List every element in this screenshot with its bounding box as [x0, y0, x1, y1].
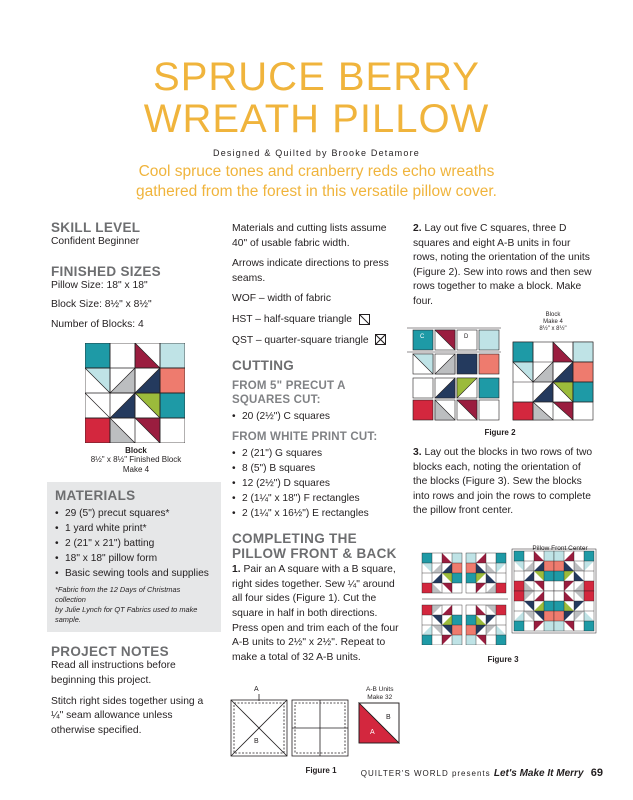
list-item: • 12 (2½") D squares [232, 476, 408, 491]
materials-note-line-2: by Julie Lynch for QT Fabrics used to make sample. [55, 605, 198, 625]
title-line-2: WREATH PILLOW [143, 97, 490, 141]
step-2-number: 2. [413, 223, 422, 234]
figure-2-caption: Figure 2 [484, 428, 516, 437]
list-item: • 20 (2½") C squares [232, 409, 408, 424]
list-item: • 29 (5") precut squares* [55, 506, 213, 521]
project-notes-p1: Read all instructions before beginning this project. [51, 660, 176, 686]
precut-heading-line-1: FROM 5" PRECUT A [232, 380, 346, 393]
figure-1 [226, 686, 416, 775]
block-diagram [85, 343, 185, 443]
step-1-text: Pair an A square with a B square, right sides together. Sew ¼" around all four sides (Figure 1). Cut the square in half in both directions. Press open and trim each of the four A-B units to 2½" x 2½". Repeat to make a total of 32 A-B units. [232, 564, 399, 663]
block-caption-size: 8½" x 8½" Finished Block [90, 455, 182, 465]
completing-heading [232, 531, 408, 561]
skill-level-heading: SKILL LEVEL [51, 220, 141, 235]
intro-arrows: Arrows indicate directions to press seams. [232, 258, 389, 284]
intro-qst [232, 334, 408, 349]
figure-1-caption: Figure 1 [305, 766, 337, 775]
figure-2-block-line-1: Block [545, 312, 561, 318]
page-number: 69 [590, 767, 603, 779]
block-caption-title: Block [125, 446, 147, 456]
precut-list [232, 409, 408, 424]
figure-2-block-line-3: 8½" x 8½" [539, 326, 567, 332]
figure-2-block-line-2: Make 4 [543, 319, 563, 325]
figure-1-unit-a: A [370, 729, 375, 736]
footer-magazine: QUILTER'S WORLD presents [360, 769, 491, 778]
figure-1-units-line-2: Make 32 [367, 693, 393, 701]
materials-note [55, 585, 213, 625]
project-notes-heading: PROJECT NOTES [51, 644, 169, 660]
figure-3-label: Pillow Front Center [532, 545, 588, 552]
tagline [100, 162, 533, 202]
block-caption-make: Make 4 [122, 464, 150, 474]
middle-column [232, 222, 408, 665]
materials-heading: MATERIALS [55, 488, 136, 504]
list-item: • 2 (1¼" x 18") F rectangles [232, 491, 408, 506]
pillow-size: Pillow Size: 18" x 18" [51, 279, 148, 291]
skill-level-value: Confident Beginner [51, 236, 140, 247]
cutting-heading: CUTTING [232, 358, 295, 374]
block-size: Block Size: 8½" x 8½" [51, 299, 152, 311]
step-1-number: 1. [232, 564, 241, 576]
step-2 [413, 222, 593, 310]
list-item: • 2 (21" x 21") batting [55, 536, 213, 551]
page-footer [361, 767, 603, 779]
figure-1-label-b: B [254, 738, 259, 745]
page-title [0, 56, 633, 140]
tagline-line-2: gathered from the forest in this versatile pillow cover. [136, 183, 497, 200]
step-3-number: 3. [413, 447, 422, 458]
list-item: • 8 (5") B squares [232, 461, 408, 476]
intro-fabric-width: Materials and cutting lists assume 40" of usable fabric width. [232, 223, 387, 249]
precut-heading [232, 379, 408, 407]
figure-2-label-d: D [464, 334, 469, 340]
figure-2 [405, 312, 605, 437]
step-1 [232, 563, 406, 665]
figure-1-unit-b: B [386, 714, 391, 721]
materials-list [55, 506, 213, 581]
finished-sizes-heading: FINISHED SIZES [51, 263, 161, 279]
footer-book: Let's Make It Merry [493, 768, 584, 779]
figure-1-units-line-1: A-B Units [366, 686, 394, 693]
list-item: • 18" x 18" pillow form [55, 551, 213, 566]
figure-3-diagram [418, 545, 598, 645]
right-column [413, 222, 595, 310]
figure-1-units-label [366, 686, 393, 701]
block-count: Number of Blocks: 4 [51, 318, 144, 330]
hst-label: HST – half-square triangle [232, 313, 353, 325]
title-line-1: SPRUCE BERRY [153, 55, 480, 99]
qst-label: QST – quarter-square triangle [232, 334, 369, 346]
list-item: • Basic sewing tools and supplies [55, 566, 213, 581]
completing-heading-line-2: PILLOW FRONT & BACK [232, 546, 397, 562]
step-2-text: Lay out five C squares, three D squares and eight A-B units in four rows, noting the orientation of the units (Figure 2). Sew into rows and then sew rows together to make a block. Make four. [413, 223, 592, 307]
list-item: • 2 (1¼" x 16½") E rectangles [232, 506, 408, 521]
list-item: • 2 (21") G squares [232, 446, 408, 461]
figure-3 [418, 545, 598, 664]
completing-heading-line-1: COMPLETING THE [232, 531, 357, 547]
figure-3-caption: Figure 3 [487, 655, 519, 664]
precut-heading-line-2: SQUARES CUT: [232, 394, 321, 407]
step-3-text: Lay out the blocks in two rows of two blocks each, noting the orientation of the blocks (Figure 3). Sew the blocks into rows and join the rows to complete the pillow front center. [413, 447, 593, 517]
figure-2-label-c: C [420, 334, 425, 340]
materials-box [47, 482, 221, 632]
step-3 [413, 446, 595, 519]
project-notes-p2: Stitch right sides together using a ¼" seam allowance unless otherwise specified. [51, 695, 204, 736]
tagline-line-1: Cool spruce tones and cranberry reds echo wreaths [138, 163, 495, 180]
byline: Designed & Quilted by Brooke Detamore [213, 148, 420, 158]
white-print-heading: FROM WHITE PRINT CUT: [232, 431, 378, 444]
intro-wof: WOF – width of fabric [232, 293, 331, 305]
left-column [51, 220, 221, 738]
qst-icon [375, 334, 386, 345]
materials-note-line-1: *Fabric from the 12 Days of Christmas collection [55, 585, 181, 605]
hst-icon [359, 314, 370, 325]
white-print-list [232, 446, 408, 521]
list-item: • 1 yard white print* [55, 521, 213, 536]
intro-hst [232, 313, 408, 328]
figure-2-block-label [523, 312, 583, 333]
figure-1-label-a: A [254, 686, 259, 693]
